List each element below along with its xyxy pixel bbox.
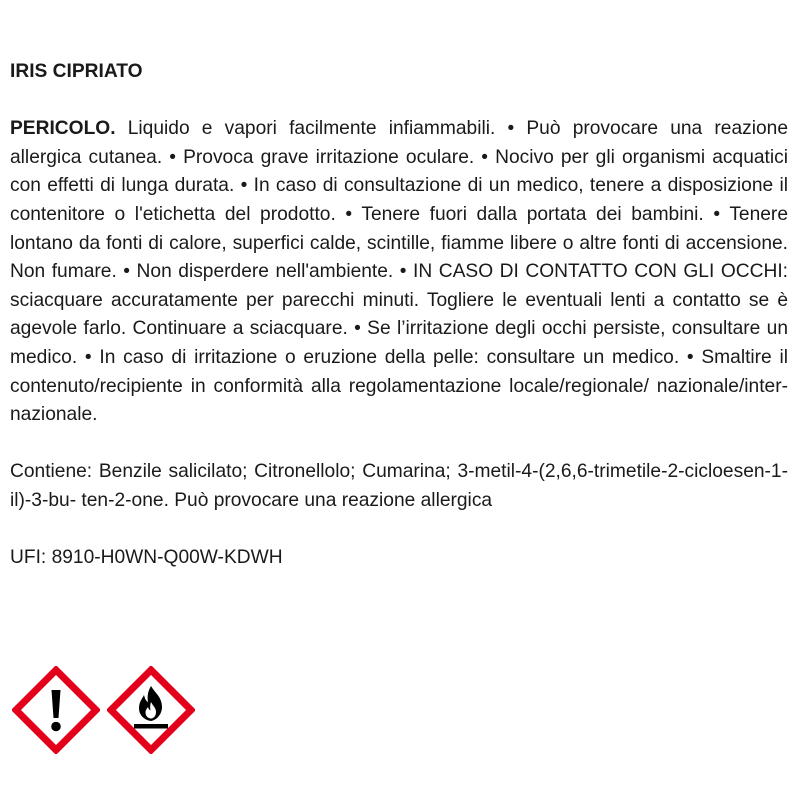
product-name: IRIS CIPRIATO <box>10 61 143 82</box>
hazard-statements-text: Liquido e vapori facilmente infiammabili. • Può provocare una reazione allergica cutanea. • Provoca grave irritazione oculare. • Nocivo per gli organismi acquatici con effetti di lunga durata. • In caso di consultazione di un medico, tenere a disposizione il contenitore o l'etichetta del prodotto. • Tenere fuori dalla portata dei bambini. • Tenere lontano da fonti di calore, superfici calde, scintille, fiamme libere o altre fonti di accensione. Non fumare. • Non disperdere nell'ambiente. • IN CASO DI CONTATTO CON GLI OCCHI: sciacquare accuratamente per parecchi minuti. Togliere le eventuali lenti a contatto se è agevole farlo. Continuare a sciacquare. • Se l’irritazione degli occhi persiste, consultare un medico. • In caso di irritazione o eruzione della pelle: consultare un medico. • Smaltire il contenuto/recipiente in conformità alla regolamentazione locale/regionale/ nazionale/inter- nazionale. <box>10 118 788 426</box>
flame-icon <box>107 666 195 754</box>
hazard-statements <box>10 115 788 430</box>
exclamation-mark-icon <box>12 666 100 754</box>
product-label <box>10 58 788 573</box>
signal-word: PERICOLO. <box>10 118 116 140</box>
contents-statement: Contiene: Benzile salicilato; Citronellolo; Cumarina; 3-metil-4-(2,6,6-trimetile-2-cicloesen-1-il)-3-bu- ten-2-one. Può provocare una reazione allergica <box>10 461 788 511</box>
ufi-code: UFI: 8910-H0WN-Q00W-KDWH <box>10 547 283 569</box>
hazard-pictograms <box>10 666 200 756</box>
